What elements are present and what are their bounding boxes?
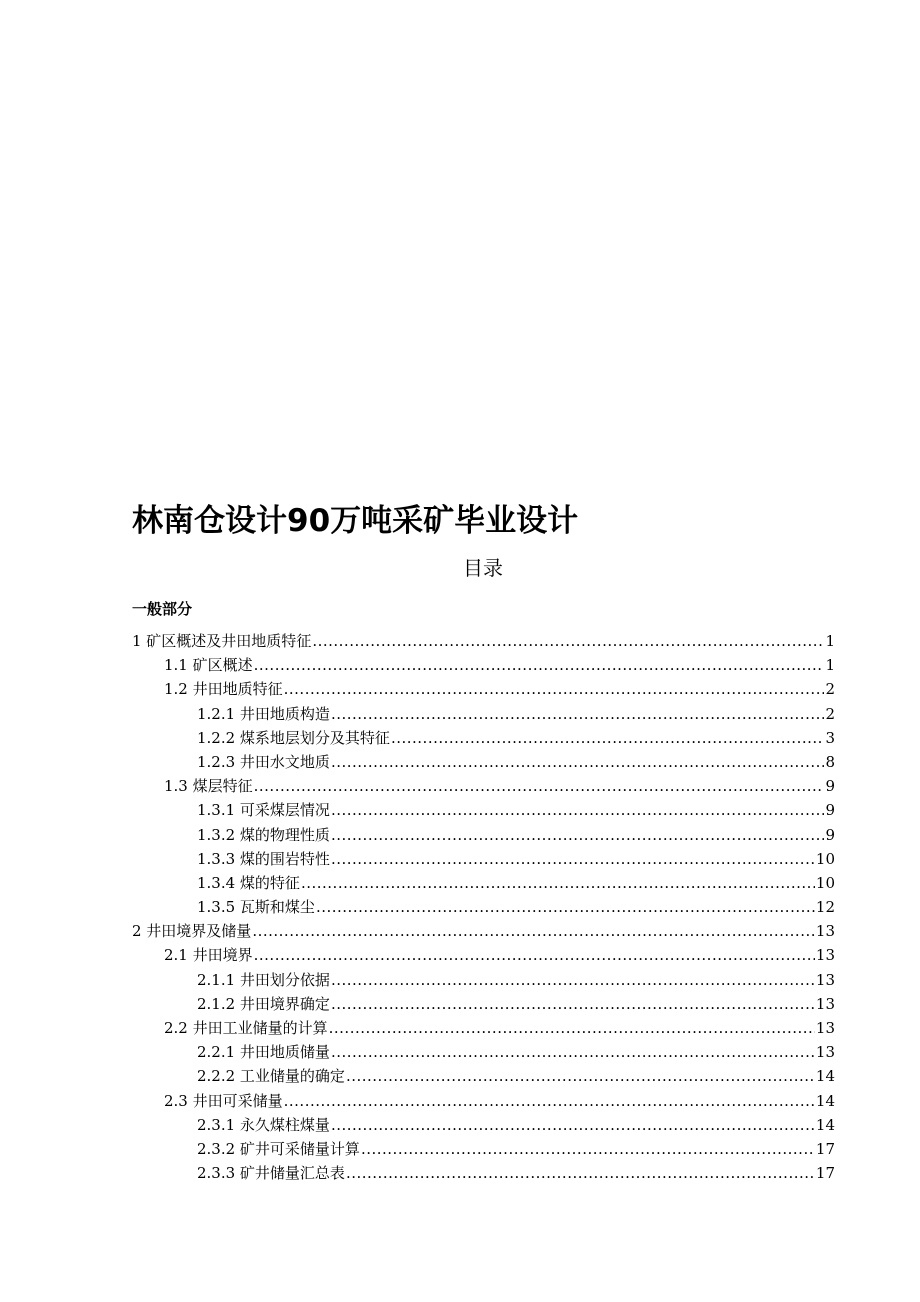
toc-page-number: 13 bbox=[815, 1043, 835, 1062]
toc-leader-dots bbox=[331, 1113, 815, 1137]
toc-entry-title: 1.3.2 煤的物理性质 bbox=[197, 825, 330, 844]
toc-leader-dots bbox=[301, 871, 815, 895]
toc-entry[interactable] bbox=[132, 677, 835, 701]
toc-entry[interactable] bbox=[132, 992, 835, 1016]
toc-entry-title: 2 井田境界及储量 bbox=[132, 922, 252, 941]
toc-entry-title: 2.3.1 永久煤柱煤量 bbox=[197, 1115, 330, 1134]
toc-entry-title: 2.2 井田工业储量的计算 bbox=[164, 1019, 328, 1037]
toc-entry-title: 2.3.3 矿井储量汇总表 bbox=[197, 1164, 345, 1183]
toc-page-number: 13 bbox=[815, 946, 835, 965]
toc-leader-dots bbox=[331, 750, 825, 774]
toc-entry[interactable] bbox=[132, 895, 835, 919]
toc-page-number: 1 bbox=[825, 632, 835, 650]
toc-page-number: 14 bbox=[815, 1067, 835, 1086]
toc-leader-dots bbox=[346, 1064, 815, 1088]
toc-entry[interactable] bbox=[132, 726, 835, 750]
toc-entry-title: 1.3.1 可采煤层情况 bbox=[197, 801, 330, 820]
toc-leader-dots bbox=[254, 774, 825, 798]
toc-entry[interactable] bbox=[132, 798, 835, 822]
toc-entry[interactable] bbox=[132, 629, 835, 653]
toc-page-number: 1 bbox=[825, 656, 835, 675]
toc-entry-title: 2.1 井田境界 bbox=[164, 946, 253, 965]
toc-entry[interactable] bbox=[132, 968, 835, 992]
toc-page-number: 13 bbox=[815, 922, 835, 941]
toc-entry[interactable] bbox=[132, 871, 835, 895]
toc-entry-title: 2.3.2 矿井可采储量计算 bbox=[197, 1139, 360, 1158]
toc-entry-title: 1.2.2 煤系地层划分及其特征 bbox=[197, 728, 390, 747]
toc-leader-dots bbox=[331, 798, 825, 822]
toc-leader-dots bbox=[391, 726, 825, 750]
toc-page-number: 12 bbox=[815, 898, 835, 917]
toc-leader-dots bbox=[331, 823, 825, 847]
toc-entry[interactable] bbox=[132, 774, 835, 798]
toc-page-number: 8 bbox=[825, 752, 835, 771]
toc-page-number: 14 bbox=[815, 1091, 835, 1110]
toc-entry-title: 2.2.2 工业储量的确定 bbox=[197, 1067, 345, 1086]
toc-page-number: 9 bbox=[825, 777, 835, 796]
toc-leader-dots bbox=[284, 1089, 815, 1113]
toc-page-number: 17 bbox=[815, 1139, 835, 1158]
toc-leader-dots bbox=[331, 847, 815, 871]
toc-leader-dots bbox=[331, 968, 815, 992]
toc-leader-dots bbox=[361, 1137, 815, 1161]
toc-leader-dots bbox=[331, 992, 815, 1016]
toc-page-number: 17 bbox=[815, 1164, 835, 1183]
toc-entry-title: 2.1.2 井田境界确定 bbox=[197, 994, 330, 1013]
toc-entry[interactable] bbox=[132, 1137, 835, 1161]
toc-entry-title: 1 矿区概述及井田地质特征 bbox=[132, 632, 312, 650]
toc-entry[interactable] bbox=[132, 653, 835, 677]
toc-entry-title: 1.2.3 井田水文地质 bbox=[197, 752, 330, 771]
toc-entry-title: 1.2.1 井田地质构造 bbox=[197, 704, 330, 723]
toc-heading: 目录 bbox=[463, 556, 503, 580]
toc-page-number: 9 bbox=[825, 801, 835, 820]
toc-entry[interactable] bbox=[132, 1161, 835, 1185]
toc-entry-title: 1.3.4 煤的特征 bbox=[197, 873, 300, 892]
toc-entry-title: 2.2.1 井田地质储量 bbox=[197, 1043, 330, 1062]
toc-page-number: 2 bbox=[825, 680, 835, 699]
toc-entry[interactable] bbox=[132, 823, 835, 847]
toc-page-number: 10 bbox=[815, 873, 835, 892]
section-label: 一般部分 bbox=[132, 600, 193, 618]
toc-entry[interactable] bbox=[132, 1089, 835, 1113]
toc-entry-title: 1.3.5 瓦斯和煤尘 bbox=[197, 898, 315, 917]
toc-page-number: 13 bbox=[815, 1019, 835, 1037]
toc-leader-dots bbox=[331, 1040, 815, 1064]
toc-leader-dots bbox=[329, 1016, 815, 1040]
toc-entry-title: 1.2 井田地质特征 bbox=[164, 680, 283, 699]
toc-leader-dots bbox=[252, 919, 815, 943]
toc-page-number: 10 bbox=[815, 849, 835, 868]
toc-entry[interactable] bbox=[132, 847, 835, 871]
toc-leader-dots bbox=[331, 702, 825, 726]
toc-entry-title: 2.3 井田可采储量 bbox=[164, 1091, 283, 1110]
toc-leader-dots bbox=[254, 943, 815, 967]
table-of-contents bbox=[132, 629, 835, 1185]
document-title: 林南仓设计90万吨采矿毕业设计 bbox=[132, 503, 579, 539]
toc-page-number: 13 bbox=[815, 994, 835, 1013]
toc-page-number: 3 bbox=[825, 728, 835, 747]
toc-entry[interactable] bbox=[132, 1016, 835, 1040]
toc-entry-title: 1.3.3 煤的围岩特性 bbox=[197, 849, 330, 868]
toc-entry[interactable] bbox=[132, 750, 835, 774]
toc-leader-dots bbox=[316, 895, 815, 919]
toc-leader-dots bbox=[284, 677, 825, 701]
toc-page-number: 9 bbox=[825, 825, 835, 844]
toc-leader-dots bbox=[312, 629, 824, 653]
toc-entry-title: 2.1.1 井田划分依据 bbox=[197, 970, 330, 989]
toc-entry[interactable] bbox=[132, 702, 835, 726]
toc-entry-title: 1.3 煤层特征 bbox=[164, 777, 253, 796]
toc-page-number: 2 bbox=[825, 704, 835, 723]
toc-leader-dots bbox=[254, 653, 825, 677]
toc-page-number: 13 bbox=[815, 970, 835, 989]
toc-entry[interactable] bbox=[132, 943, 835, 967]
toc-entry[interactable] bbox=[132, 919, 835, 943]
toc-entry[interactable] bbox=[132, 1064, 835, 1088]
toc-entry[interactable] bbox=[132, 1113, 835, 1137]
toc-entry[interactable] bbox=[132, 1040, 835, 1064]
toc-page-number: 14 bbox=[815, 1115, 835, 1134]
toc-leader-dots bbox=[346, 1161, 815, 1185]
toc-entry-title: 1.1 矿区概述 bbox=[164, 656, 253, 675]
